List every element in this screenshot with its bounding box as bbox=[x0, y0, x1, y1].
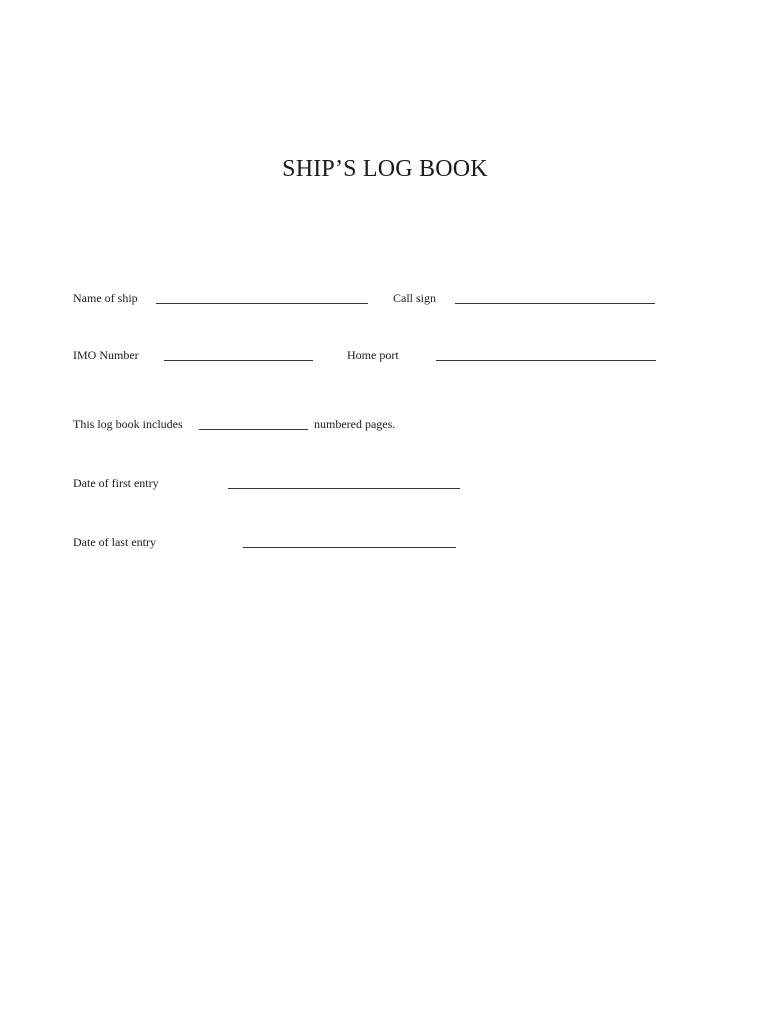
date-last-entry-label: Date of last entry bbox=[73, 535, 156, 549]
home-port-field[interactable] bbox=[436, 360, 656, 361]
name-of-ship-field[interactable] bbox=[156, 303, 368, 304]
page-count-field[interactable] bbox=[199, 429, 308, 430]
imo-number-label: IMO Number bbox=[73, 348, 139, 362]
numbered-pages-label: numbered pages. bbox=[314, 417, 396, 431]
log-book-includes-label: This log book includes bbox=[73, 417, 183, 431]
home-port-label: Home port bbox=[347, 348, 399, 362]
imo-number-field[interactable] bbox=[164, 360, 313, 361]
call-sign-label: Call sign bbox=[393, 291, 437, 305]
date-last-entry-field[interactable] bbox=[243, 547, 456, 548]
date-first-entry-field[interactable] bbox=[228, 488, 460, 489]
name-of-ship-label: Name of ship bbox=[73, 291, 138, 305]
call-sign-field[interactable] bbox=[455, 303, 655, 304]
date-first-entry-label: Date of first entry bbox=[73, 476, 159, 490]
page-title: SHIP’S LOG BOOK bbox=[282, 156, 488, 182]
